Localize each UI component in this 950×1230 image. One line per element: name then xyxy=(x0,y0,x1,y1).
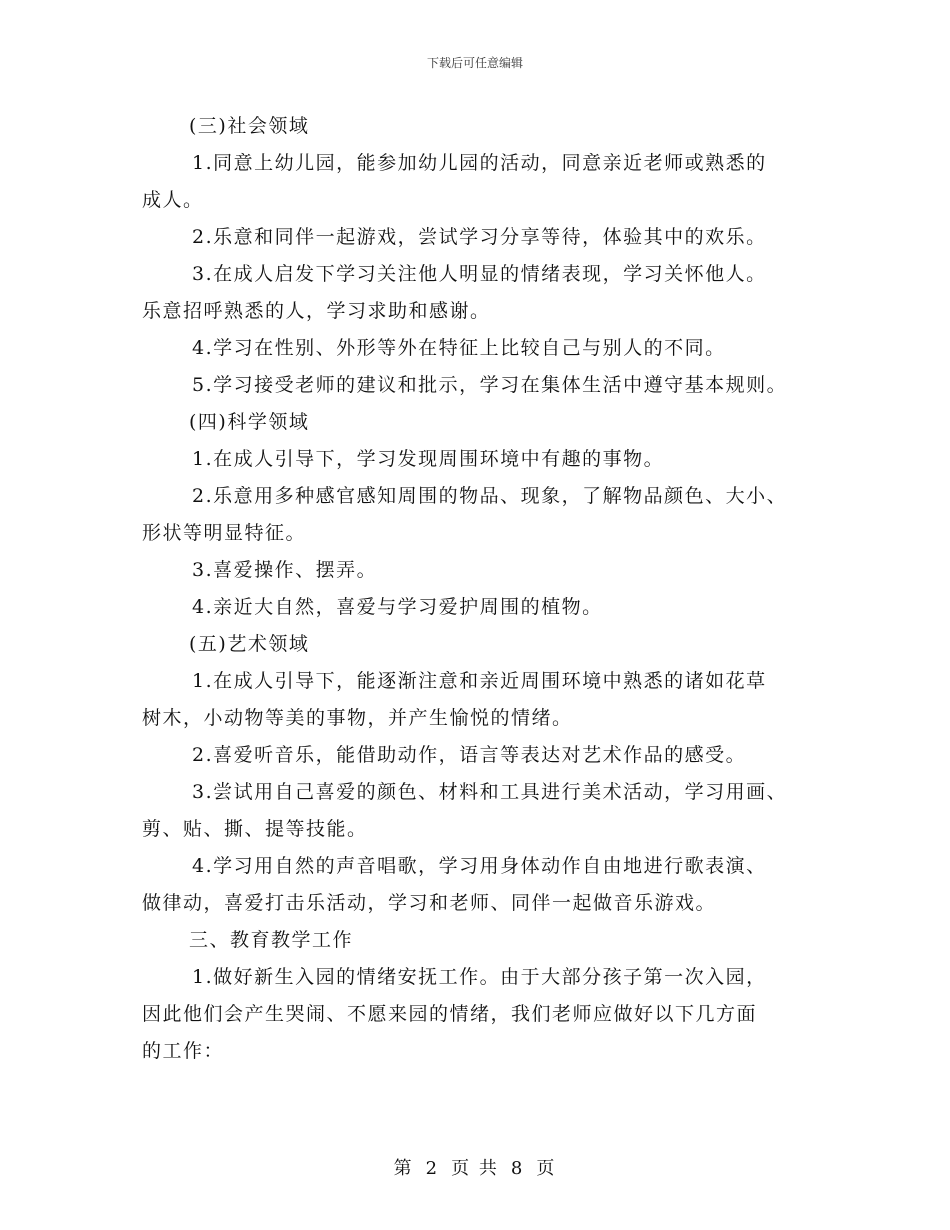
text-line: (三)社会领域 xyxy=(189,115,310,137)
footer-page-total: 8 xyxy=(510,1158,525,1179)
footer-page-current: 2 xyxy=(425,1158,440,1179)
text-line: (四)科学领域 xyxy=(189,411,310,433)
page-header-note: 下载后可任意编辑 xyxy=(426,56,523,70)
text-line: 2.乐意用多种感官感知周围的物品、现象，了解物品颜色、大小、 xyxy=(192,485,788,507)
text-line: 的工作： xyxy=(142,1040,225,1062)
text-line: 3.在成人启发下学习关注他人明显的情绪表现，学习关怀他人。 xyxy=(192,263,767,285)
text-line: 1.做好新生入园的情绪安抚工作。由于大部分孩子第一次入园， xyxy=(192,966,767,988)
text-line: 成人。 xyxy=(142,189,204,211)
text-line: 形状等明显特征。 xyxy=(142,522,307,544)
text-line: 2.喜爱听音乐，能借助动作，语言等表达对艺术作品的感受。 xyxy=(192,744,747,766)
page-footer xyxy=(0,1154,950,1180)
text-line: 5.学习接受老师的建议和批示，学习在集体生活中遵守基本规则。 xyxy=(192,374,788,396)
text-line: 1.同意上幼儿园，能参加幼儿园的活动，同意亲近老师或熟悉的 xyxy=(192,152,767,174)
text-line: 因此他们会产生哭闹、不愿来园的情绪，我们老师应做好以下几方面 xyxy=(142,1003,758,1025)
text-line: 4.亲近大自然，喜爱与学习爱护周围的植物。 xyxy=(192,596,603,618)
text-line: 三、教育教学工作 xyxy=(189,929,354,951)
document-body xyxy=(142,108,822,1070)
text-line: 3.尝试用自己喜爱的颜色、材料和工具进行美术活动，学习用画、 xyxy=(192,781,788,803)
text-line: (五)艺术领域 xyxy=(189,633,310,655)
text-line: 剪、贴、撕、提等技能。 xyxy=(142,818,368,840)
text-line: 1.在成人引导下，学习发现周围环境中有趣的事物。 xyxy=(192,448,665,470)
text-line: 做律动，喜爱打击乐活动，学习和老师、同伴一起做音乐游戏。 xyxy=(142,892,717,914)
text-line: 4.学习用自然的声音唱歌，学习用身体动作自由地进行歌表演、 xyxy=(192,855,767,877)
text-line: 3.喜爱操作、摆弄。 xyxy=(192,559,378,581)
text-line: 1.在成人引导下，能逐渐注意和亲近周围环境中熟悉的诸如花草 xyxy=(192,670,767,692)
text-line: 4.学习在性别、外形等外在特征上比较自己与别人的不同。 xyxy=(192,337,726,359)
text-line: 2.乐意和同伴一起游戏，尝试学习分享等待，体验其中的欢乐。 xyxy=(192,226,767,248)
footer-label-pre: 第 xyxy=(393,1158,414,1179)
text-line: 乐意招呼熟悉的人，学习求助和感谢。 xyxy=(142,300,491,322)
footer-label-post: 页 xyxy=(536,1158,557,1179)
footer-label-mid: 页 共 xyxy=(451,1158,499,1179)
text-line: 树木，小动物等美的事物，并产生愉悦的情绪。 xyxy=(142,707,573,729)
